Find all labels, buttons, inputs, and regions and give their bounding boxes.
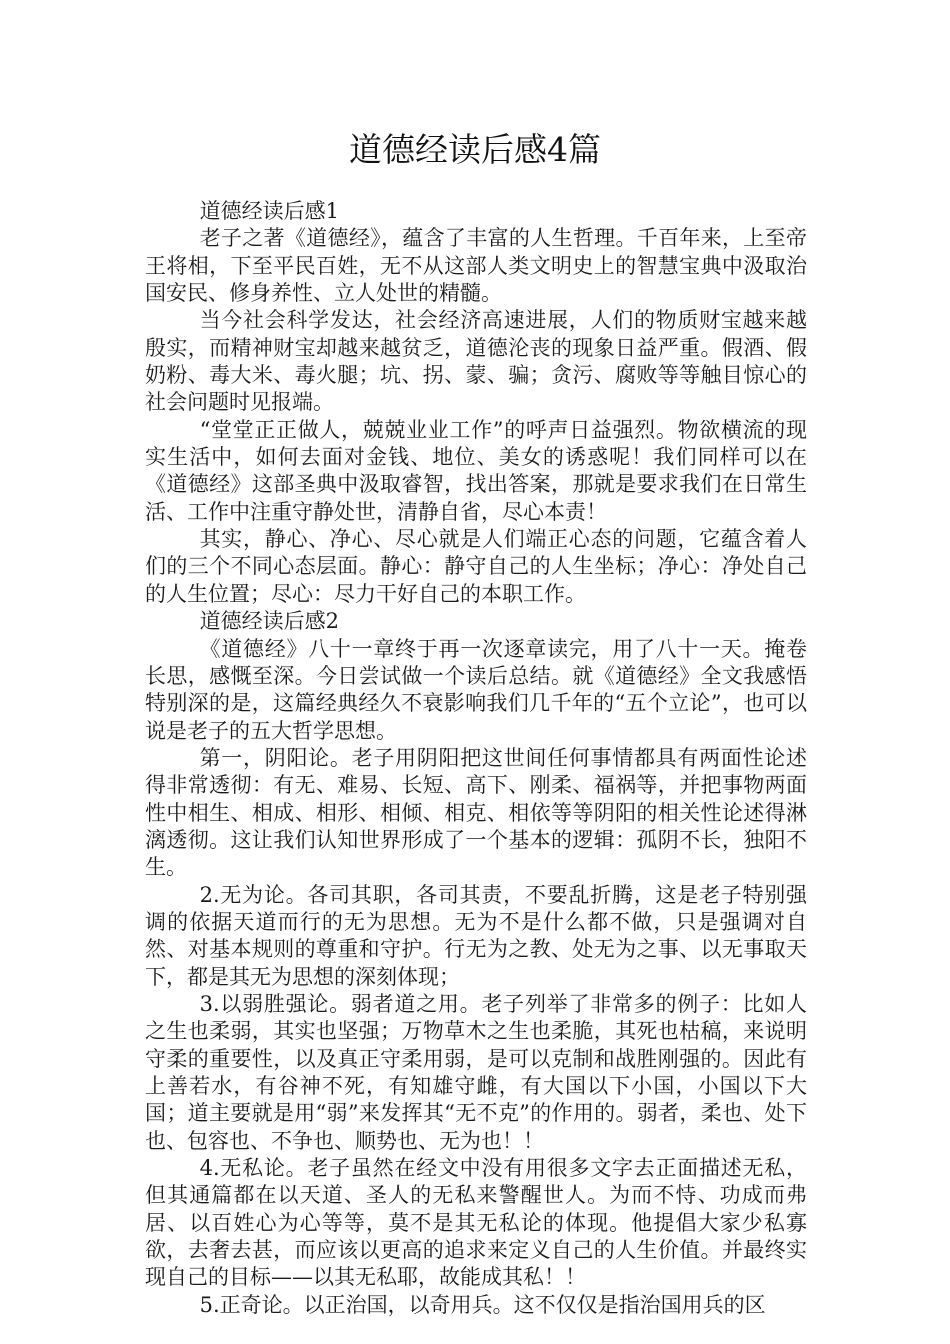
paragraph: 第一，阴阳论。老子用阴阳把这世间任何事情都具有两面性论述得非常透彻：有无、难易、长短、高下、刚柔、福祸等，并把事物两面性中相生、相成、相形、相倾、相克、相依等等阴阳的相关性论述得淋漓透彻。这让我们认知世界形成了一个基本的逻辑：孤阴不长，独阳不生。	[145, 745, 807, 880]
paragraph: 3.以弱胜强论。弱者道之用。老子列举了非常多的例子：比如人之生也柔弱，其实也坚强；万物草木之生也柔脆，其死也枯稿，来说明守柔的重要性，以及真正守柔用弱，是可以克制和战胜刚强的。因此有上善若水，有谷神不死，有知雄守雌，有大国以下小国，小国以下大国；道主要就是用“弱”来发挥其“无不克”的作用的。弱者，柔也、处下也、包容也、不争也、顺势也、无为也！！	[145, 991, 807, 1153]
document-title: 道德经读后感4篇	[349, 130, 601, 169]
paragraph: 当今社会科学发达，社会经济高速进展，人们的物质财宝越来越殷实，而精神财宝却越来越贫乏，道德沦丧的现象日益严重。假酒、假奶粉、毒大米、毒火腿；坑、拐、蒙、骗；贪污、腐败等等触目惊心的社会问题时见报端。	[145, 308, 807, 415]
paragraph: 《道德经》八十一章终于再一次逐章读完，用了八十一天。掩卷长思，感慨至深。今日尝试做一个读后总结。就《道德经》全文我感悟特别深的是，这篇经典经久不衰影响我们几千年的“五个立论”，也可以说是老子的五大哲学思想。	[145, 636, 807, 743]
paragraph: 2.无为论。各司其职，各司其责，不要乱折腾，这是老子特别强调的依据天道而行的无为思想。无为不是什么都不做，只是强调对自然、对基本规则的尊重和守护。行无为之教、处无为之事、以无事取天下，都是其无为思想的深刻体现；	[145, 882, 807, 989]
section-heading-2: 道德经读后感2	[199, 609, 339, 634]
paragraph: 5.正奇论。以正治国，以奇用兵。这不仅仅是指治国用兵的区	[199, 1292, 766, 1317]
paragraph: “堂堂正正做人，兢兢业业工作”的呼声日益强烈。物欲横流的现实生活中，如何去面对金钱、地位、美女的诱惑呢！我们同样可以在《道德经》这部圣典中汲取睿智，找出答案，那就是要求我们在日常生活、工作中注重守静处世，清静自省，尽心本责！	[145, 417, 807, 524]
document-body	[145, 198, 807, 1319]
paragraph: 其实，静心、净心、尽心就是人们端正心态的问题，它蕴含着人们的三个不同心态层面。静心：静守自己的人生坐标；净心：净处自己的人生位置；尽心：尽力干好自己的本职工作。	[145, 527, 807, 606]
section-heading-1: 道德经读后感1	[199, 199, 339, 223]
paragraph: 4.无私论。老子虽然在经文中没有用很多文字去正面描述无私，但其通篇都在以天道、圣人的无私来警醒世人。为而不恃、功成而弗居、以百姓心为心等等，莫不是其无私论的体现。他提倡大家少私寡欲，去奢去甚，而应该以更高的追求来定义自己的人生价值。并最终实现自己的目标——以其无私耶，故能成其私！！	[145, 1156, 807, 1290]
paragraph: 老子之著《道德经》，蕴含了丰富的人生哲理。千百年来，上至帝王将相，下至平民百姓，无不从这部人类文明史上的智慧宝典中汲取治国安民、修身养性、立人处世的精髓。	[145, 226, 807, 306]
